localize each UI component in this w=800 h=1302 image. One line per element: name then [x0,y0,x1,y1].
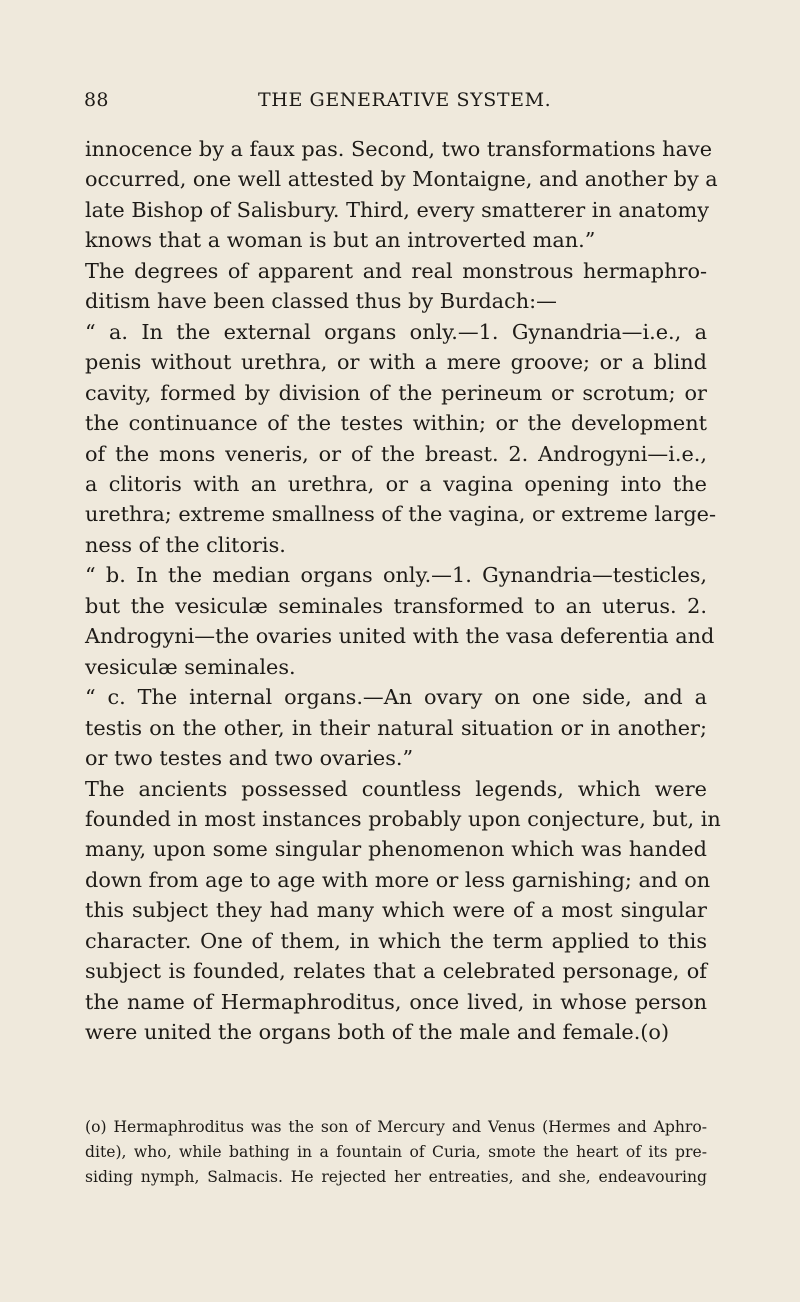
running-title: THE GENERATIVE SYSTEM. [258,89,552,111]
text-line: of the mons veneris, or of the breast. 2. Androgyni—i.e., [85,441,707,466]
footnote [85,1115,707,1190]
running-head [84,89,704,113]
text-line: “ a. In the external organs only.—1. Gynandria—i.e., a [85,319,707,344]
text-line: were united the organs both of the male and female.(o) [85,1020,670,1045]
text-line: or two testes and two ovaries.” [85,746,414,771]
text-line: ditism have been classed thus by Burdach:— [85,289,557,314]
text-line: founded in most instances probably upon conjecture, but, in [85,806,721,831]
text-line: many, upon some singular phenomenon which was handed [85,837,707,862]
text-line: penis without urethra, or with a mere groove; or a blind [85,350,707,375]
text-line: ness of the clitoris. [85,532,286,557]
text-line: late Bishop of Salisbury. Third, every smatterer in anatomy [85,197,709,222]
text-line: subject is founded, relates that a celebrated personage, of [85,959,707,984]
footnote-line: siding nymph, Salmacis. He rejected her entreaties, and she, endeavouring [85,1168,707,1186]
text-line: occurred, one well attested by Montaigne, and another by a [85,167,718,192]
text-line: the continuance of the testes within; or the development [85,411,707,436]
text-line: vesiculæ seminales. [85,654,296,679]
text-line: testis on the other, in their natural situation or in another; [85,715,707,740]
text-line: urethra; extreme smallness of the vagina, or extreme large- [85,502,717,527]
text-line: The degrees of apparent and real monstrous hermaphro- [85,258,707,283]
text-line: “ c. The internal organs.—An ovary on one side, and a [85,685,707,710]
text-line: but the vesiculæ seminales transformed to an uterus. 2. [85,593,707,618]
text-line: innocence by a faux pas. Second, two transformations have [85,137,713,161]
text-line: “ b. In the median organs only.—1. Gynandria—testicles, [85,563,707,588]
text-line: character. One of them, in which the term applied to this [85,928,707,953]
text-line: cavity, formed by division of the perineum or scrotum; or [85,380,707,405]
text-line: Androgyni—the ovaries united with the vasa deferentia and [85,624,715,649]
footnote-line: (o) Hermaphroditus was the son of Mercury and Venus (Hermes and Aphro- [85,1118,707,1136]
text-line: a clitoris with an urethra, or a vagina opening into the [85,471,707,496]
footnote-line: dite), who, while bathing in a fountain of Curia, smote the heart of its pre- [85,1143,707,1161]
text-line: this subject they had many which were of a most singular [85,898,707,923]
text-line: the name of Hermaphroditus, once lived, in whose person [85,989,707,1014]
page-number: 88 [84,89,109,111]
text-line: The ancients possessed countless legends, which were [85,776,707,801]
main-text [85,134,721,1048]
text-line: knows that a woman is but an introverted man.” [85,228,596,253]
text-line: down from age to age with more or less garnishing; and on [85,867,711,892]
